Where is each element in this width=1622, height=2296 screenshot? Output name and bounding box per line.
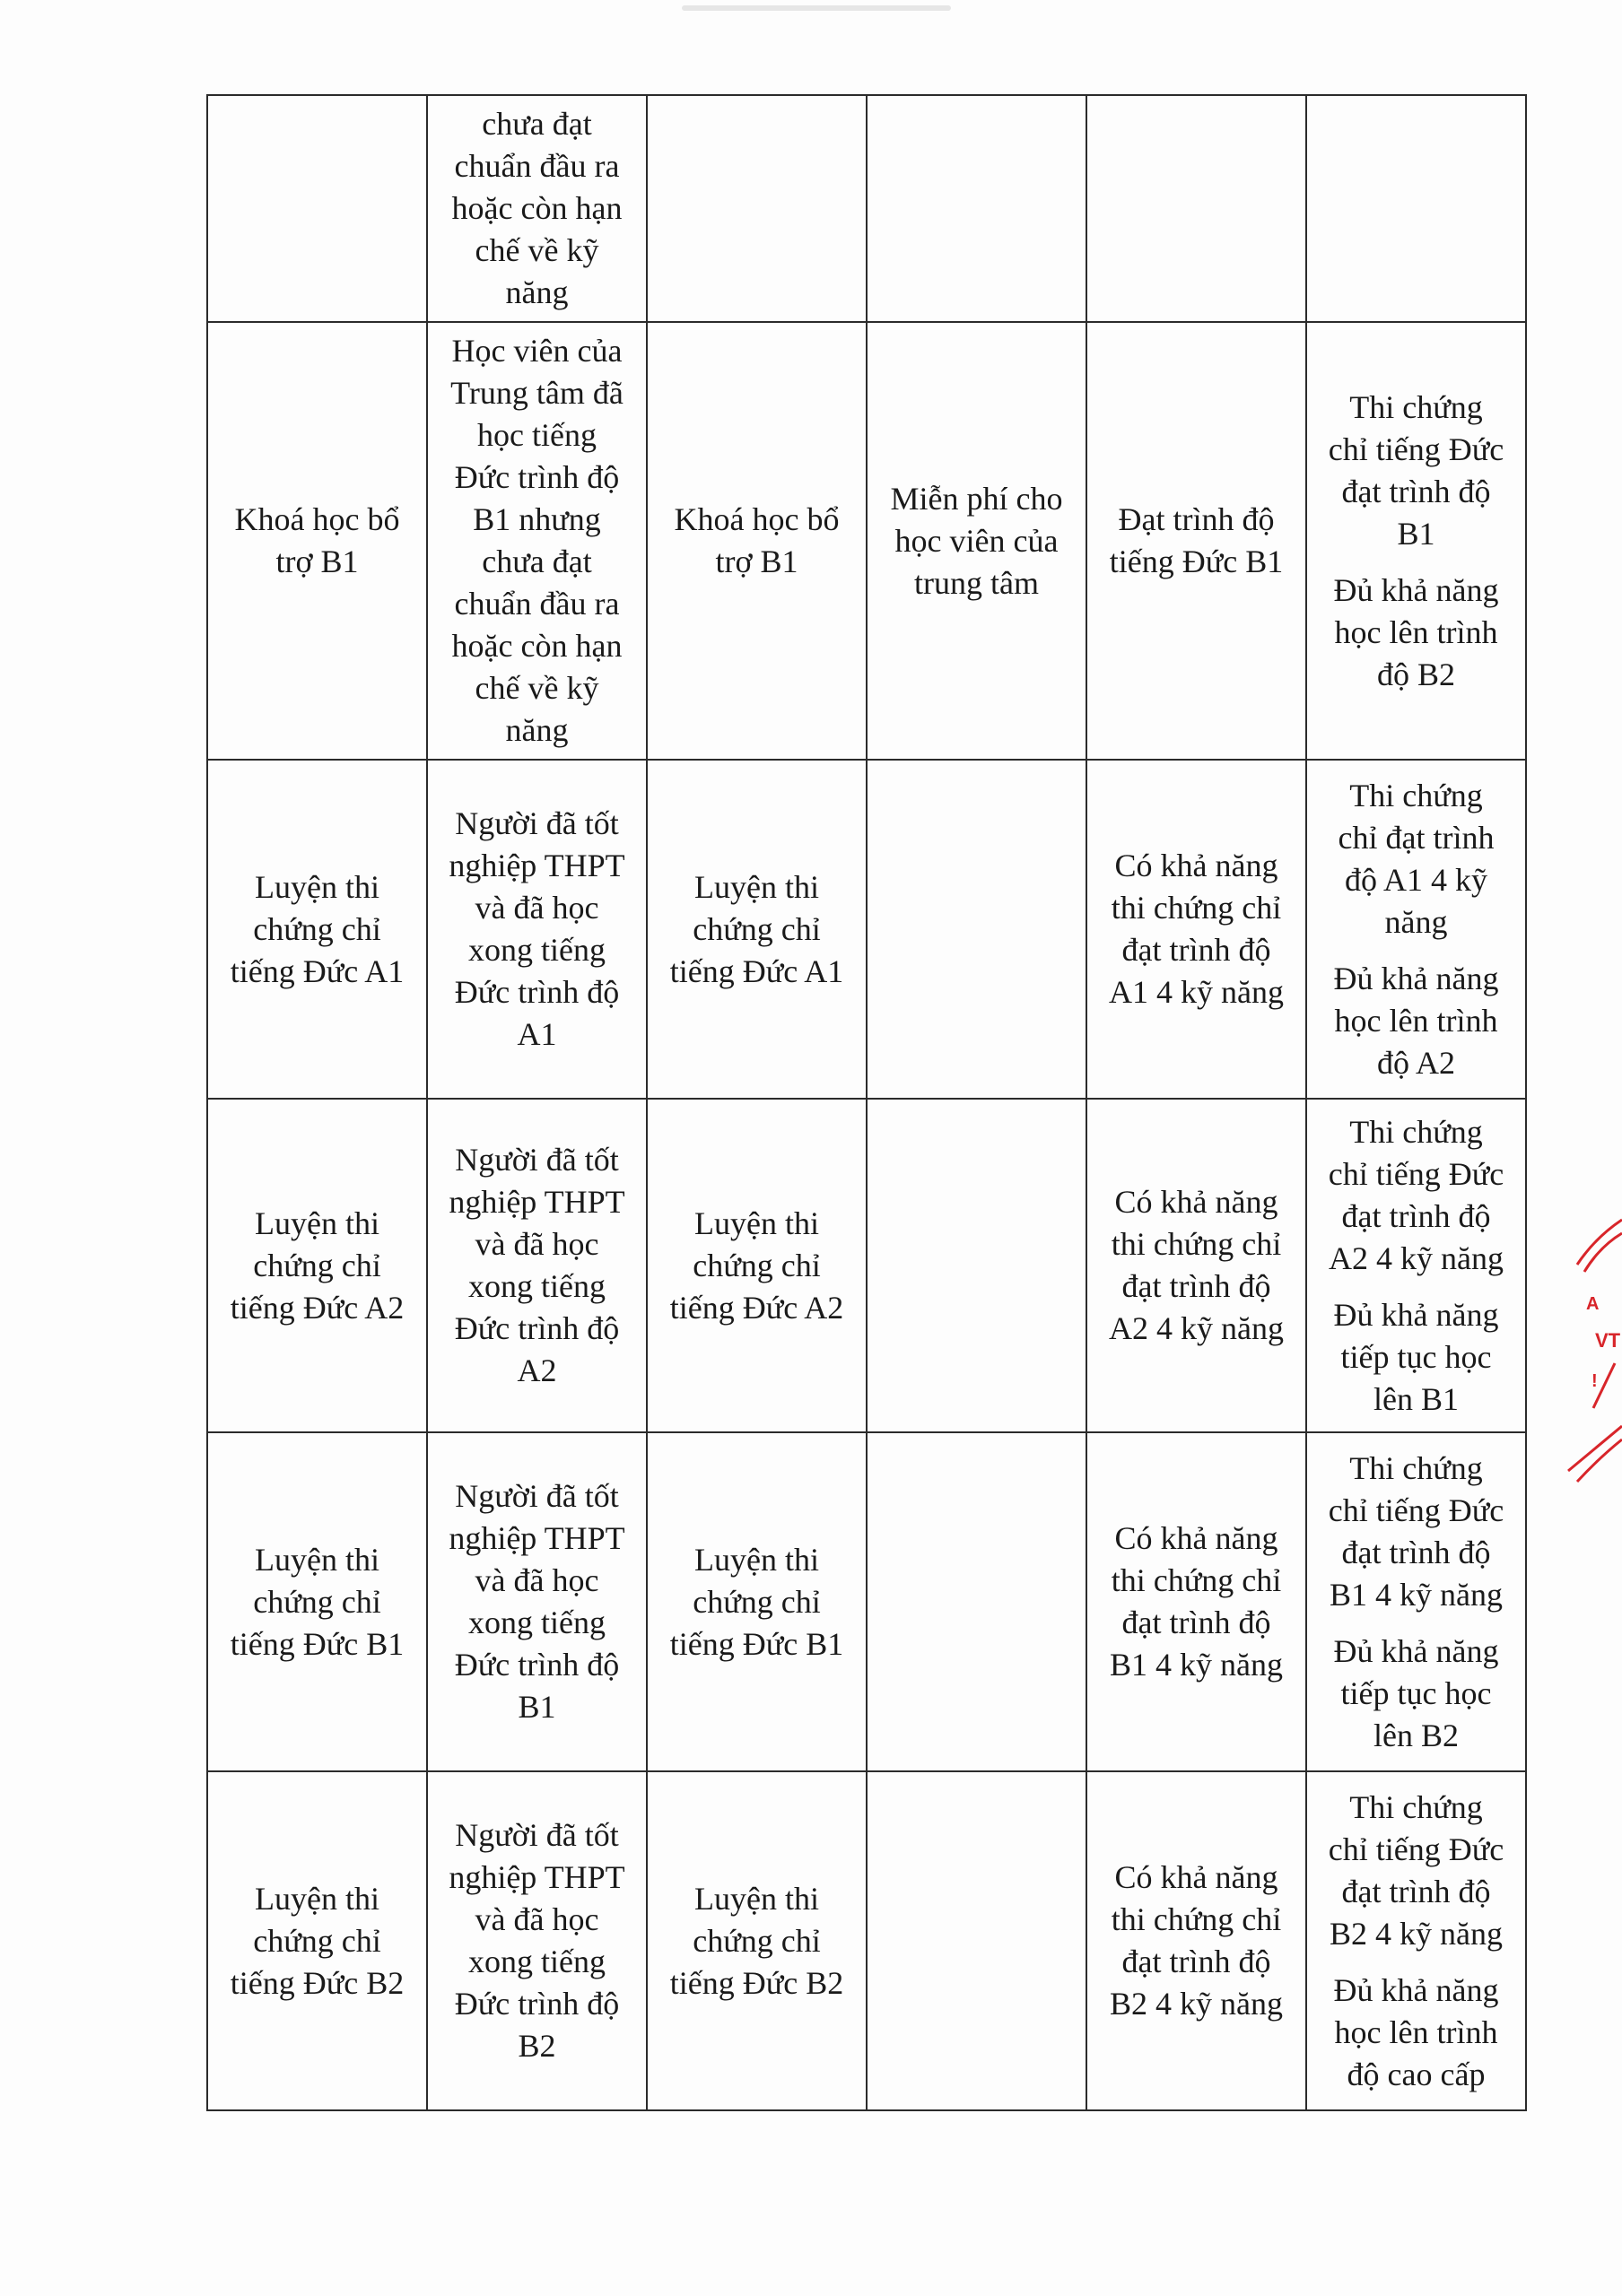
audience-text: Người đã tốt nghiệp THPT và đã học xong tiếng Đức trình độ A1 (449, 805, 625, 1052)
content-cell (647, 1771, 867, 2110)
result-cell (1306, 1432, 1526, 1771)
fee-text: Miễn phí cho học viên của trung tâm (890, 480, 1063, 601)
course-name-cell (207, 1771, 427, 2110)
result-cell (1306, 760, 1526, 1099)
stamp-arc (1577, 1220, 1622, 1265)
result-cell (1306, 1771, 1526, 2110)
result-certificate: Thi chứng chỉ tiếng Đức đạt trình độ B1 (1328, 388, 1504, 552)
fee-cell (867, 1099, 1086, 1432)
result-cell (1306, 1099, 1526, 1432)
content-text: Luyện thi chứng chỉ tiếng Đức A2 (669, 1205, 844, 1326)
course-table (206, 94, 1527, 2111)
target-text: Có khả năng thi chứng chỉ đạt trình độ A2 4 kỹ năng (1109, 1184, 1284, 1346)
result-gap (1318, 944, 1514, 958)
content-cell (647, 1099, 867, 1432)
result-cell (1306, 322, 1526, 760)
red-stamp-fragment (1559, 1202, 1622, 1498)
table-row (207, 760, 1526, 1099)
content-text: Luyện thi chứng chỉ tiếng Đức B1 (669, 1541, 844, 1662)
content-cell (647, 322, 867, 760)
course-name-cell (207, 1432, 427, 1771)
result-certificate: Thi chứng chỉ tiếng Đức đạt trình độ A2 4 kỹ năng (1328, 1113, 1504, 1276)
result-gap (1318, 1280, 1514, 1294)
table-row (207, 322, 1526, 760)
result-cell (1306, 95, 1526, 322)
course-name-cell (207, 322, 427, 760)
audience-cell (427, 1432, 647, 1771)
course-name: Luyện thi chứng chỉ tiếng Đức A1 (230, 868, 405, 989)
audience-cell (427, 1771, 647, 2110)
fee-cell (867, 1771, 1086, 2110)
content-text: Luyện thi chứng chỉ tiếng Đức B2 (669, 1880, 844, 2001)
course-name-cell (207, 760, 427, 1099)
table-row (207, 1099, 1526, 1432)
target-cell (1086, 1771, 1306, 2110)
table-row (207, 1432, 1526, 1771)
result-progression: Đủ khả năng tiếp tục học lên B1 (1333, 1296, 1499, 1417)
scan-artifact (682, 5, 951, 11)
audience-cell (427, 95, 647, 322)
result-progression: Đủ khả năng học lên trình độ A2 (1333, 960, 1499, 1081)
course-table-body (207, 95, 1526, 2110)
result-progression: Đủ khả năng tiếp tục học lên B2 (1333, 1632, 1499, 1753)
result-certificate: Thi chứng chỉ tiếng Đức đạt trình độ B1 4 kỹ năng (1328, 1449, 1504, 1613)
audience-cell (427, 760, 647, 1099)
target-cell (1086, 1432, 1306, 1771)
result-progression: Đủ khả năng học lên trình độ B2 (1333, 571, 1499, 692)
table-row (207, 95, 1526, 322)
audience-cell (427, 1099, 647, 1432)
audience-text: chưa đạt chuẩn đầu ra hoặc còn hạn chế về kỹ năng (451, 106, 623, 310)
target-text: Đạt trình độ tiếng Đức B1 (1109, 501, 1284, 579)
result-certificate: Thi chứng chỉ đạt trình độ A1 4 kỹ năng (1338, 777, 1495, 940)
fee-cell (867, 322, 1086, 760)
target-cell (1086, 322, 1306, 760)
target-text: Có khả năng thi chứng chỉ đạt trình độ A1 4 kỹ năng (1109, 848, 1284, 1010)
target-cell (1086, 1099, 1306, 1432)
content-cell (647, 1432, 867, 1771)
target-text: Có khả năng thi chứng chỉ đạt trình độ B2 4 kỹ năng (1110, 1859, 1283, 2022)
target-cell (1086, 95, 1306, 322)
result-progression: Đủ khả năng học lên trình độ cao cấp (1333, 1971, 1499, 2092)
content-text: Luyện thi chứng chỉ tiếng Đức A1 (669, 868, 844, 989)
course-name-cell (207, 95, 427, 322)
course-name: Khoá học bổ trợ B1 (234, 501, 400, 579)
target-cell (1086, 760, 1306, 1099)
result-gap (1318, 1955, 1514, 1970)
fee-cell (867, 760, 1086, 1099)
target-text: Có khả năng thi chứng chỉ đạt trình độ B1 4 kỹ năng (1110, 1520, 1283, 1683)
table-row (207, 1771, 1526, 2110)
course-name-cell (207, 1099, 427, 1432)
result-gap (1318, 555, 1514, 570)
audience-text: Người đã tốt nghiệp THPT và đã học xong tiếng Đức trình độ B2 (449, 1817, 625, 2064)
fee-cell (867, 95, 1086, 322)
audience-text: Người đã tốt nghiệp THPT và đã học xong tiếng Đức trình độ A2 (449, 1142, 625, 1388)
course-name: Luyện thi chứng chỉ tiếng Đức A2 (230, 1205, 405, 1326)
course-name: Luyện thi chứng chỉ tiếng Đức B2 (230, 1880, 405, 2001)
stamp-arc (1584, 1233, 1622, 1272)
content-text: Khoá học bổ trợ B1 (674, 501, 840, 579)
fee-cell (867, 1432, 1086, 1771)
audience-text: Người đã tốt nghiệp THPT và đã học xong tiếng Đức trình độ B1 (449, 1478, 625, 1725)
content-cell (647, 760, 867, 1099)
stamp-text: VT (1595, 1329, 1621, 1352)
course-name: Luyện thi chứng chỉ tiếng Đức B1 (230, 1541, 405, 1662)
audience-cell (427, 322, 647, 760)
content-cell (647, 95, 867, 322)
stamp-glyph: ! (1591, 1371, 1598, 1391)
result-gap (1318, 1616, 1514, 1631)
stamp-glyph: A (1586, 1294, 1600, 1314)
audience-text: Học viên của Trung tâm đã học tiếng Đức trình độ B1 nhưng chưa đạt chuẩn đầu ra hoặc còn hạn chế về kỹ năng (450, 333, 624, 748)
result-certificate: Thi chứng chỉ tiếng Đức đạt trình độ B2 4 kỹ năng (1328, 1788, 1504, 1952)
